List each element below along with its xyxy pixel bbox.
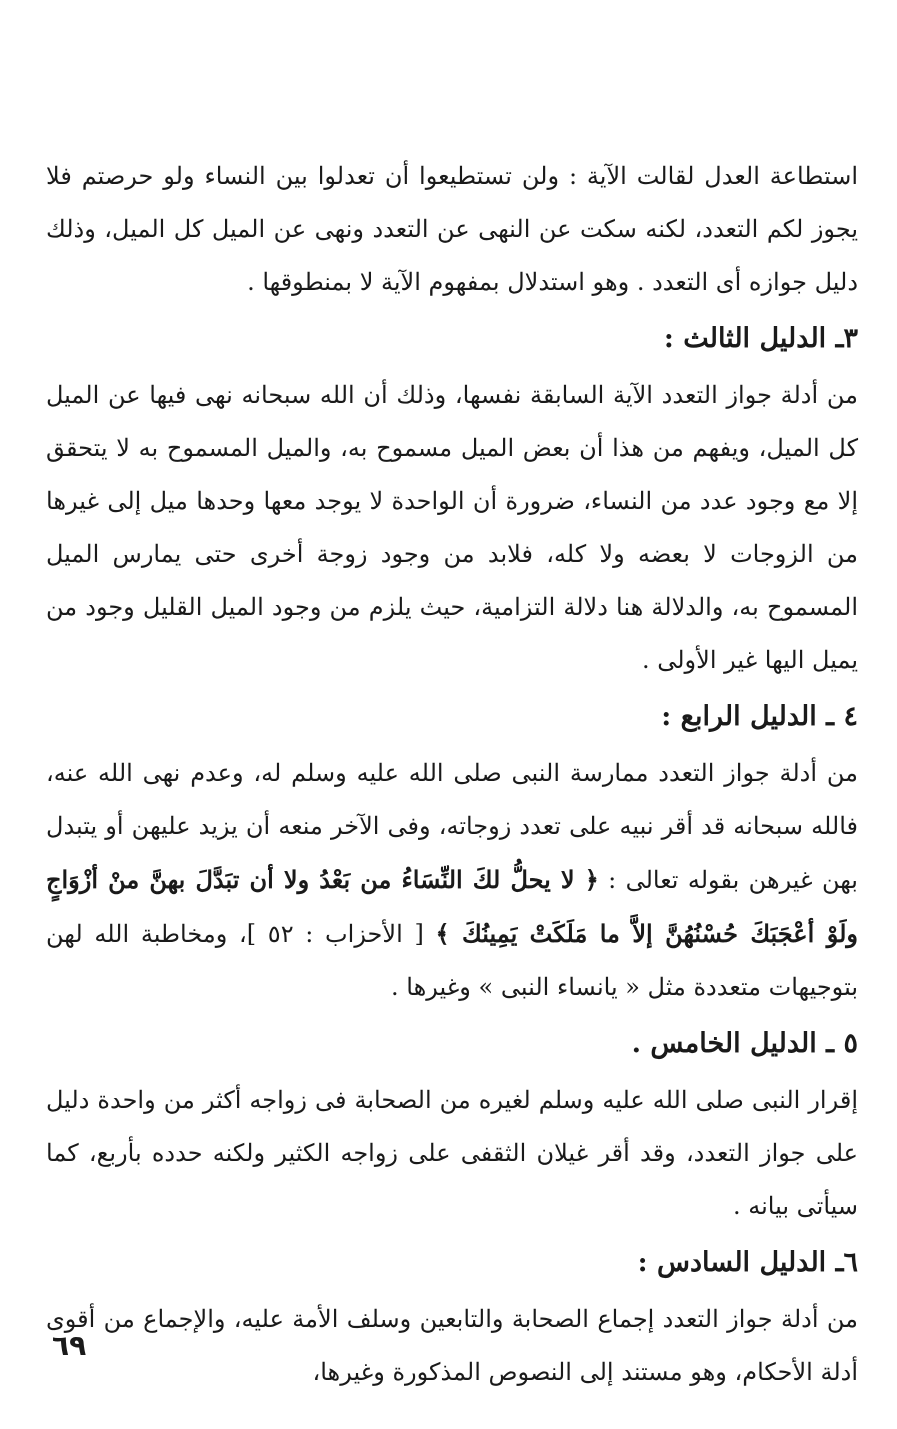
- fourth-proof-text-end: [ الأحزاب : ٥٢ ]، ومخاطبة الله لهن بتوجيهات متعددة مثل « يانساء النبى » وغيرها .: [46, 920, 858, 1001]
- paragraph-fourth-proof: [46, 747, 858, 1014]
- paragraph-sixth-proof: من أدلة جواز التعدد إجماع الصحابة والتابعين وسلف الأمة عليه، والإجماع من أقوى أدلة الأحكام، وهو مستند إلى النصوص المذكورة وغيرها،: [46, 1305, 858, 1386]
- quran-verse: ﴿ لا يحلُّ لكَ النِّسَاءُ من بَعْدُ ولا أن تبَدَّلَ بهنَّ منْ أزْوَاجٍ ولَوْ أعْجَبَكَ حُسْنُهُنَّ إلاَّ ما مَلَكَتْ يَمِينُكَ ﴾: [46, 865, 859, 948]
- heading-fifth-proof: ٥ ـ الدليل الخامس .: [631, 1028, 858, 1059]
- heading-fourth-proof: ٤ ـ الدليل الرابع :: [661, 701, 858, 732]
- page-number: ٦٩: [52, 1329, 87, 1362]
- fourth-proof-text-start: من أدلة جواز التعدد ممارسة النبى صلى الله عليه وسلم له، وعدم نهى الله عنه، فالله سبحانه قد أقر نبيه على تعدد زوجاته، وفى الآخر منعه أن يزيد عليهن أو يتبدل بهن غيرهن بقوله تعالى :: [46, 759, 859, 894]
- heading-third-proof: ٣ـ الدليل الثالث :: [663, 323, 858, 354]
- paragraph-intro: استطاعة العدل لقالت الآية : ولن تستطيعوا أن تعدلوا بين النساء ولو حرصتم فلا يجوز لكم التعدد، لكنه سكت عن النهى عن التعدد ونهى عن الميل كل الميل، وذلك دليل جوازه أى التعدد . وهو استدلال بمفهوم الآية لا بمنطوقها .: [46, 162, 858, 296]
- heading-sixth-proof: ٦ـ الدليل السادس :: [637, 1247, 858, 1278]
- page-content: [46, 150, 858, 1399]
- paragraph-fifth-proof: إقرار النبى صلى الله عليه وسلم لغيره من الصحابة فى زواجه أكثر من واحدة دليل على جواز التعدد، وقد أقر غيلان الثقفى على زواجه الكثير ولكنه حدده بأربع، كما سيأتى بيانه .: [46, 1086, 858, 1220]
- paragraph-third-proof: من أدلة جواز التعدد الآية السابقة نفسها، وذلك أن الله سبحانه نهى فيها عن الميل كل الميل، ويفهم من هذا أن بعض الميل مسموح به، والميل المسموح به لا يتحقق إلا مع وجود عدد من النساء، ضرورة أن الواحدة لا يوجد معها وحدها ميل إلى غيرها من الزوجات لا بعضه ولا كله، فلابد من وجود زوجة أخرى حتى يمارس الميل المسموح به، والدلالة هنا دلالة التزامية، حيث يلزم من وجود الميل القليل وجود من يميل اليها غير الأولى .: [46, 381, 859, 674]
